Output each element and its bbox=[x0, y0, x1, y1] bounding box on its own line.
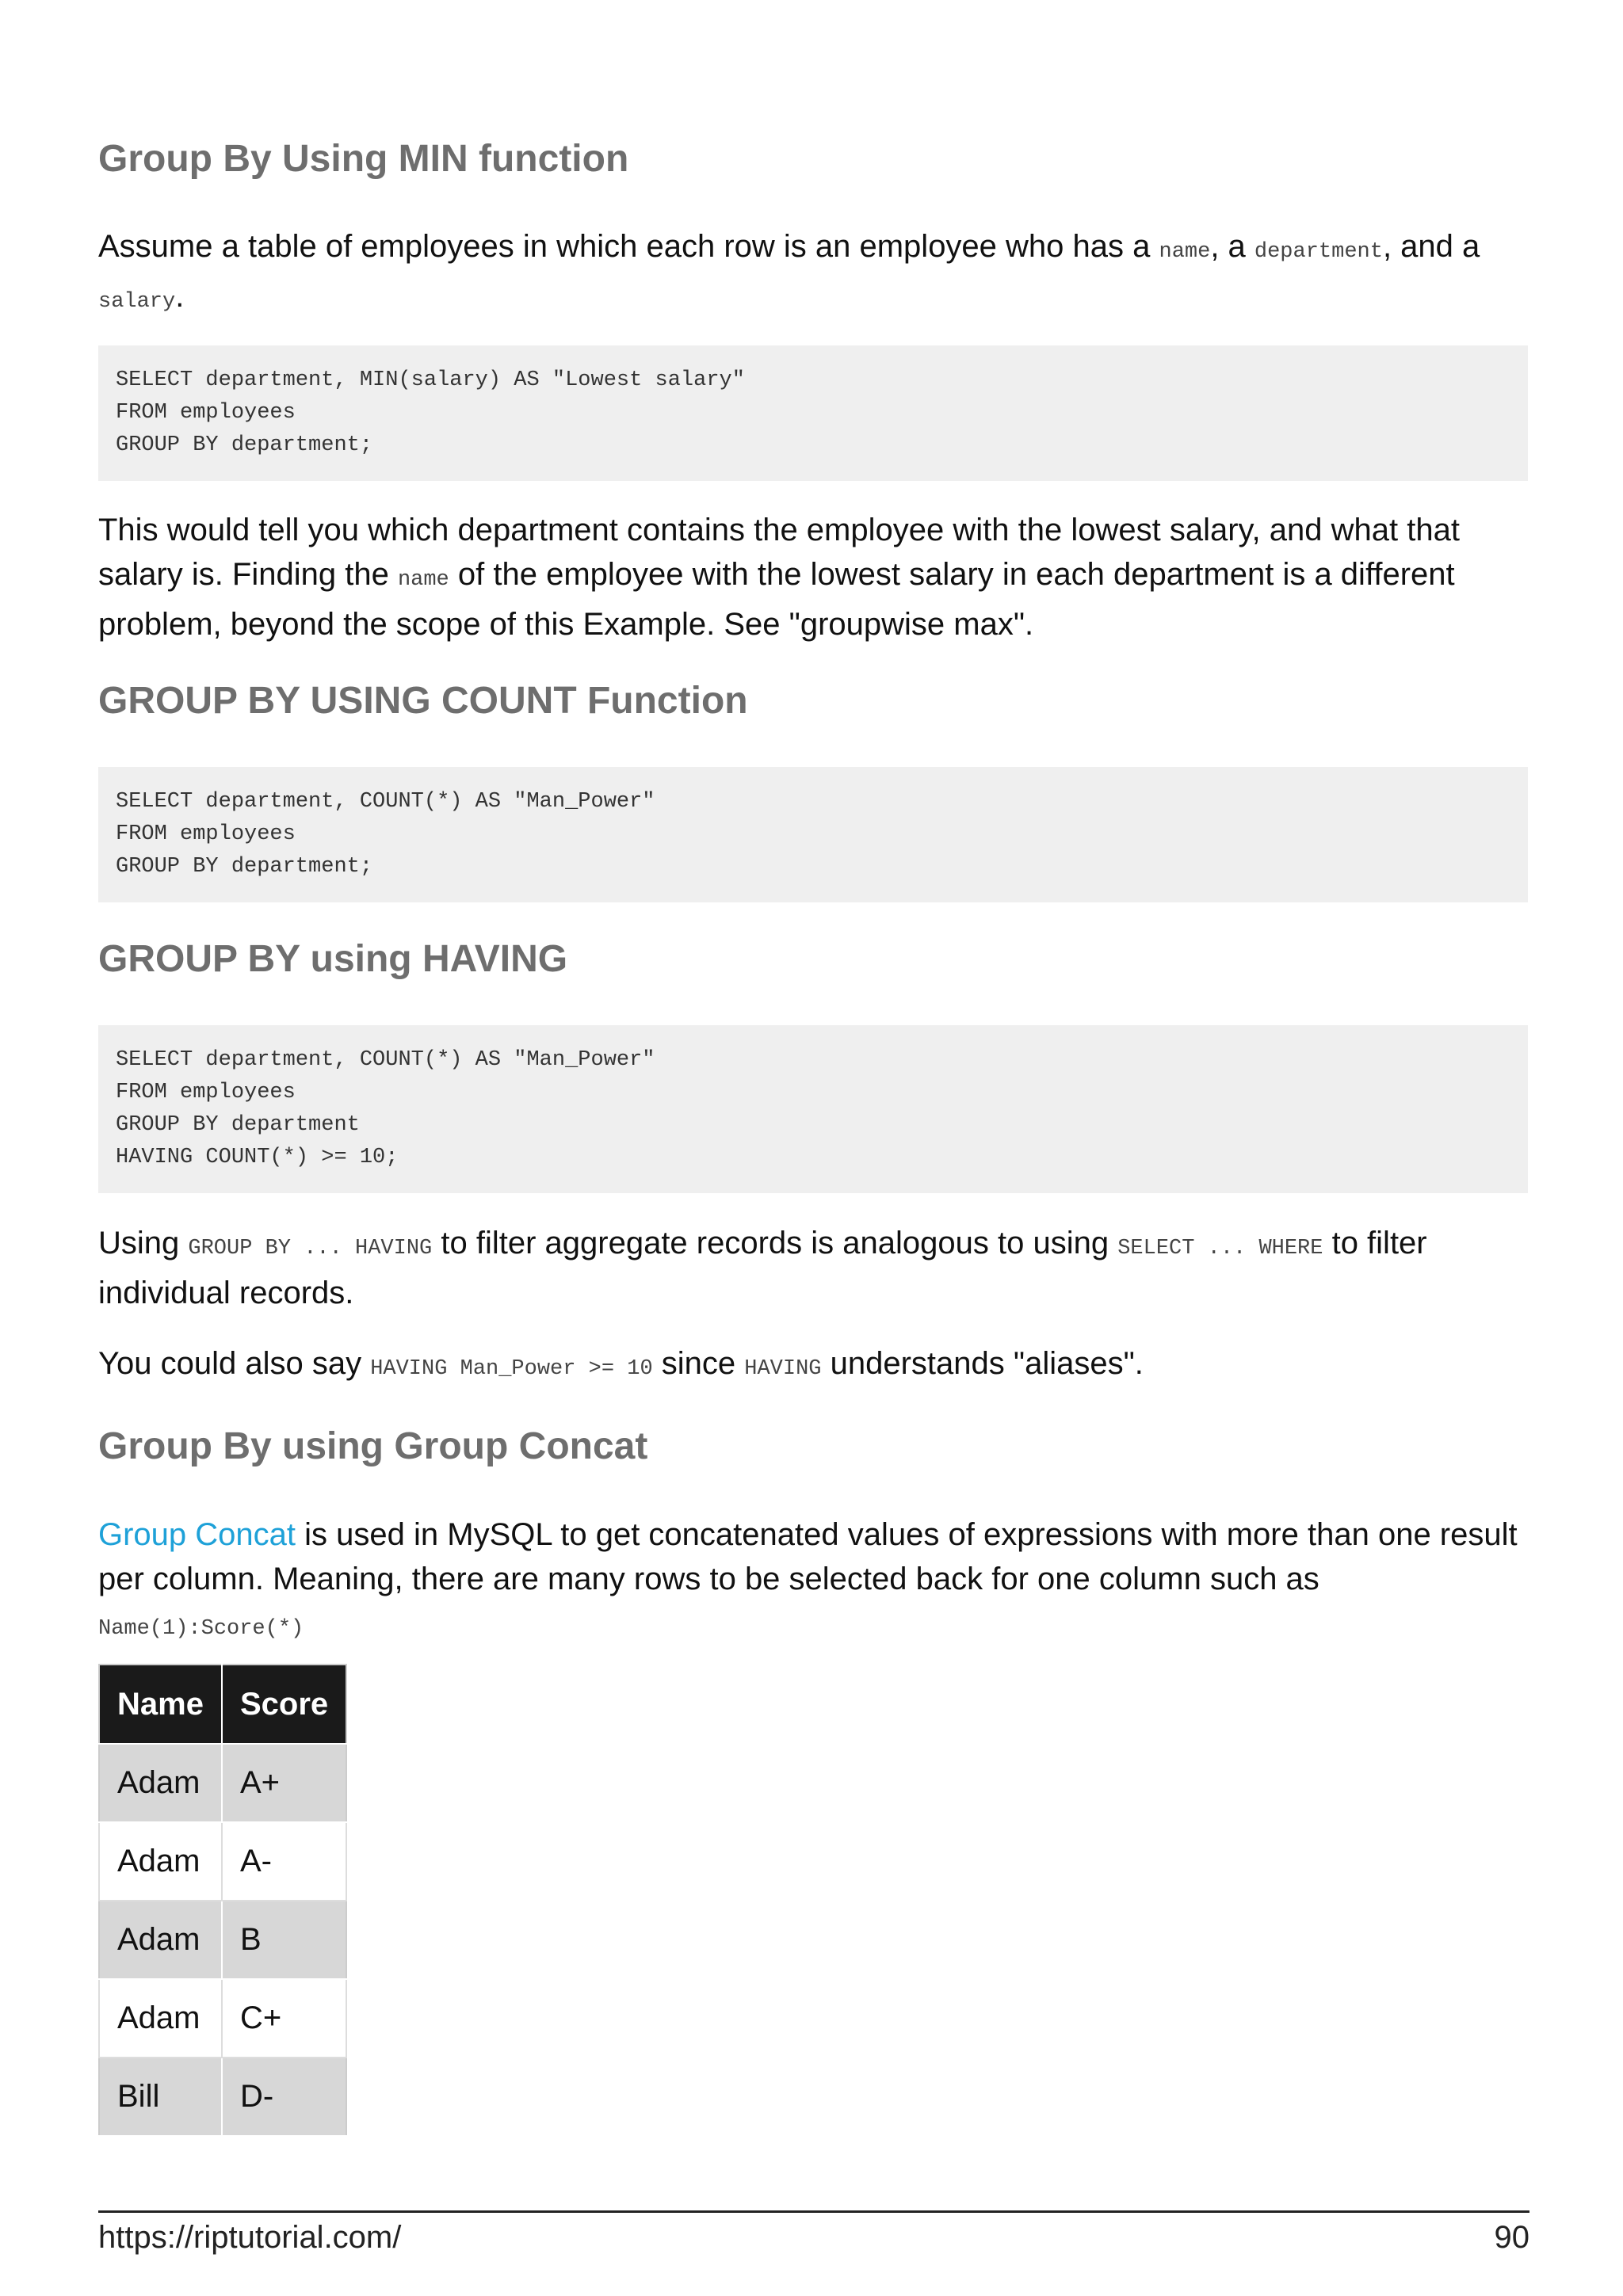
inline-code-having: HAVING bbox=[744, 1357, 822, 1381]
heading-group-by-count: GROUP BY USING COUNT Function bbox=[98, 680, 748, 722]
page-number: 90 bbox=[1494, 2220, 1529, 2255]
cell-score: A+ bbox=[222, 1744, 346, 1822]
having-analogy-paragraph bbox=[98, 1221, 1528, 1315]
cell-name: Adam bbox=[99, 1822, 222, 1901]
concat-text: is used in MySQL to get concatenated values of expressions with more than one result per column. Meaning, there are many rows to be selected back for one column such as bbox=[98, 1517, 1518, 1596]
cell-name: Adam bbox=[99, 1744, 222, 1822]
footer-divider bbox=[98, 2210, 1529, 2213]
inline-code-name: name bbox=[1159, 240, 1211, 264]
code-line: FROM employees bbox=[116, 401, 296, 425]
alias-text-3: understands "aliases". bbox=[821, 1346, 1144, 1381]
alias-text-1: You could also say bbox=[98, 1346, 371, 1381]
having-text-1: Using bbox=[98, 1226, 189, 1261]
footer-url-link[interactable]: https://riptutorial.com/ bbox=[98, 2220, 402, 2255]
inline-code-having-man-power: HAVING Man_Power >= 10 bbox=[370, 1357, 653, 1381]
cell-score: A- bbox=[222, 1822, 346, 1901]
inline-code-group-by-having: GROUP BY ... HAVING bbox=[188, 1237, 433, 1261]
cell-score: B bbox=[222, 1901, 346, 1979]
code-line: GROUP BY department; bbox=[116, 433, 373, 457]
heading-group-by-concat: Group By using Group Concat bbox=[98, 1425, 648, 1467]
column-header-name: Name bbox=[99, 1665, 222, 1744]
min-intro-text-1: Assume a table of employees in which each row is an employee who has a bbox=[98, 229, 1159, 264]
alias-text-2: since bbox=[652, 1346, 745, 1381]
code-line: SELECT department, MIN(salary) AS "Lowest salary" bbox=[116, 368, 745, 392]
scores-table bbox=[98, 1664, 347, 2137]
cell-name: Adam bbox=[99, 1979, 222, 2058]
code-block-min[interactable] bbox=[98, 345, 1528, 481]
having-text-3: to filter individual records. bbox=[98, 1226, 1427, 1310]
inline-code-salary: salary bbox=[98, 290, 176, 314]
table-header-row bbox=[99, 1665, 346, 1744]
code-line: SELECT department, COUNT(*) AS "Man_Power" bbox=[116, 1048, 655, 1072]
code-line: SELECT department, COUNT(*) AS "Man_Power" bbox=[116, 790, 655, 814]
having-alias-paragraph bbox=[98, 1341, 1528, 1391]
cell-score: D- bbox=[222, 2058, 346, 2136]
min-intro-text-3: , and a bbox=[1382, 229, 1480, 264]
table-row bbox=[99, 1901, 346, 1979]
code-line: FROM employees bbox=[116, 1081, 296, 1104]
min-explanation-text-1: This would tell you which department contains the employee with the lowest salary, and what that salary is. Finding the bbox=[98, 513, 1460, 592]
code-block-having[interactable] bbox=[98, 1025, 1528, 1193]
code-block-count[interactable] bbox=[98, 767, 1528, 902]
inline-code-department: department bbox=[1254, 240, 1383, 264]
cell-name: Bill bbox=[99, 2058, 222, 2136]
cell-score: C+ bbox=[222, 1979, 346, 2058]
cell-name: Adam bbox=[99, 1901, 222, 1979]
min-intro-text-4: . bbox=[175, 279, 185, 314]
having-text-2: to filter aggregate records is analogous to using bbox=[432, 1226, 1118, 1261]
min-intro-paragraph bbox=[98, 224, 1528, 324]
inline-code-select-where: SELECT ... WHERE bbox=[1117, 1237, 1323, 1261]
concat-paragraph bbox=[98, 1512, 1528, 1651]
min-intro-text-2: , a bbox=[1210, 229, 1254, 264]
inline-code-name-score: Name(1):Score(*) bbox=[98, 1617, 304, 1641]
table-row bbox=[99, 1822, 346, 1901]
heading-group-by-having: GROUP BY using HAVING bbox=[98, 938, 568, 980]
min-explanation-paragraph bbox=[98, 508, 1528, 646]
code-line: GROUP BY department; bbox=[116, 855, 373, 879]
min-explanation-text-2: of the employee with the lowest salary in each department is a different problem, beyond the scope of this Example. See "groupwise max". bbox=[98, 557, 1455, 642]
inline-code-name: name bbox=[397, 568, 449, 592]
heading-group-by-min: Group By Using MIN function bbox=[98, 138, 629, 180]
group-concat-link[interactable]: Group Concat bbox=[98, 1517, 296, 1552]
code-line: HAVING COUNT(*) >= 10; bbox=[116, 1146, 399, 1169]
code-line: FROM employees bbox=[116, 822, 296, 846]
code-line: GROUP BY department bbox=[116, 1113, 360, 1137]
table-row bbox=[99, 1744, 346, 1822]
table-row bbox=[99, 2058, 346, 2136]
column-header-score: Score bbox=[222, 1665, 346, 1744]
table-row bbox=[99, 1979, 346, 2058]
